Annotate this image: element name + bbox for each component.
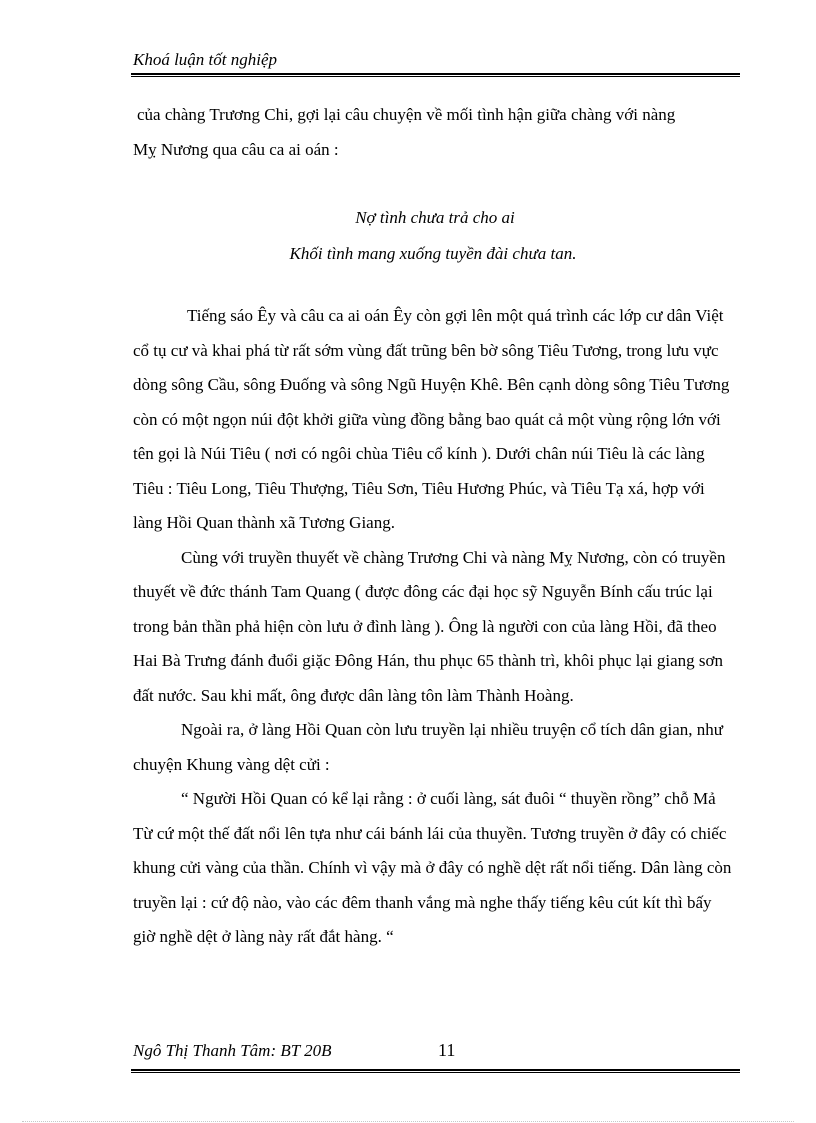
footer-author: Ngô Thị Thanh Tâm: BT 20B: [133, 1041, 332, 1060]
verse-line-2: Khối tình mang xuống tuyền đài chưa tan.: [289, 244, 577, 263]
page-header-title: Khoá luận tốt nghiệp: [133, 50, 278, 69]
verse-block: [133, 200, 733, 272]
intro-line-2: Mỵ Nương qua câu ca ai oán :: [133, 139, 339, 159]
verse-line-1: Nợ tình chưa trả cho ai: [355, 208, 515, 227]
main-body: [133, 299, 733, 955]
paragraph-nguoi-hoi-quan: “ Người Hồi Quan có kể lại rằng : ở cuối làng, sát đuôi “ thuyền rồng” chỗ Mả Từ cứ một thế đất nổi lên tựa như cái bánh lái của thuyền. Tương truyền ở đây có chiếc khung cửi vàng của thần. Chính vì vậy mà ở đây có nghề dệt rất nổi tiếng. Dân làng còn truyền lại : cứ độ nào, vào các đêm thanh vắng mà nghe thấy tiếng kêu cút kít thì bấy giờ nghề dệt ở làng này rất đắt hàng. “: [133, 789, 732, 946]
footer-rule: [131, 1069, 740, 1073]
paragraph-tieng-sao: Tiếng sáo Êy và câu ca ai oán Êy còn gợi lên một quá trình các lớp cư dân Việt cổ tụ cư và khai phá từ rất sớm vùng đất trũng bên bờ sông Tiêu Tương, trong lưu vực dòng sông Cầu, sông Đuống và sông Ngũ Huyện Khê. Bên cạnh dòng sông Tiêu Tương còn có một ngọn núi đột khởi giữa vùng đồng bằng bao quát cả một vùng rộng lớn với tên gọi là Núi Tiêu ( nơi có ngôi chùa Tiêu cổ kính ). Dưới chân núi Tiêu là các làng Tiêu : Tiêu Long, Tiêu Thượng, Tiêu Sơn, Tiêu Hương Phúc, và Tiêu Tạ xá, hợp với làng Hồi Quan thành xã Tương Giang.: [133, 306, 730, 532]
paragraph-ngoai-ra: Ngoài ra, ở làng Hồi Quan còn lưu truyền lại nhiều truyện cổ tích dân gian, như chuyện Khung vàng dệt cửi :: [133, 720, 723, 774]
page-edge-divider: [22, 1121, 794, 1122]
paragraph-truyen-thuyet: Cùng với truyền thuyết về chàng Trương Chi và nàng Mỵ Nương, còn có truyền thuyết về đức thánh Tam Quang ( được đông các đại học sỹ Nguyễn Bính cấu trúc lại trong bản thần phả hiện còn lưu ở đình làng ). Ông là người con của làng Hồi, đã theo Hai Bà Trưng đánh đuổi giặc Đông Hán, thu phục 65 thành trì, khôi phục lại giang sơn đất nước. Sau khi mất, ông được dân làng tôn làm Thành Hoàng.: [133, 547, 726, 705]
intro-line-1: của chàng Trương Chi, gợi lại câu chuyện về mối tình hận giữa chàng với nàng: [137, 105, 676, 124]
header-rule: [131, 73, 740, 77]
intro-paragraph: [133, 98, 733, 167]
page-number: 11: [438, 1040, 456, 1060]
